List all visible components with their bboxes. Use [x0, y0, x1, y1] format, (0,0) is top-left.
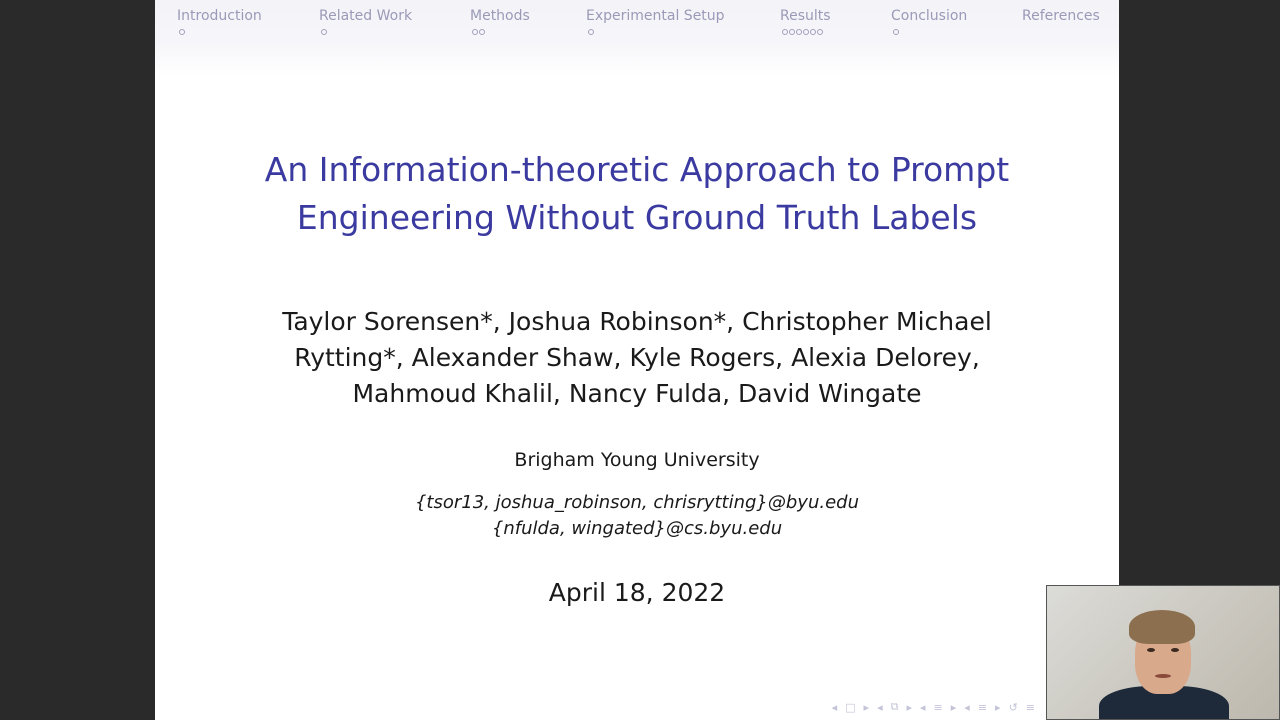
frame-icon[interactable]: ⧉ — [890, 700, 899, 713]
next-section-icon[interactable]: ▸ — [995, 700, 1001, 714]
nav-section-dots — [588, 29, 725, 35]
prev-section-icon[interactable]: ◂ — [964, 700, 970, 714]
slide-dot[interactable] — [179, 29, 185, 35]
nav-section-related-work[interactable] — [319, 8, 412, 35]
nav-section-label: Introduction — [177, 8, 262, 24]
section-icon[interactable]: ≡ — [977, 700, 988, 714]
presenter-eye — [1147, 648, 1155, 652]
prev-frame-icon[interactable]: ◂ — [877, 700, 883, 714]
nav-section-introduction[interactable] — [177, 8, 262, 35]
slide-dot[interactable] — [893, 29, 899, 35]
title-line: An Information-theoretic Approach to Prompt — [264, 150, 1010, 189]
presentation-date: April 18, 2022 — [548, 578, 726, 607]
nav-section-label: Conclusion — [891, 8, 968, 24]
next-slide-icon[interactable]: ▸ — [863, 700, 870, 714]
slide-dot[interactable] — [817, 29, 823, 35]
nav-section-dots — [179, 29, 262, 35]
nav-section-label: Experimental Setup — [586, 8, 725, 24]
nav-section-conclusion[interactable] — [891, 8, 967, 35]
nav-section-dots — [893, 29, 967, 35]
nav-section-methods[interactable] — [470, 8, 530, 35]
slide-dot[interactable] — [803, 29, 809, 35]
subsection-icon[interactable]: ≡ — [933, 700, 943, 714]
email-block — [315, 490, 959, 542]
search-icon[interactable]: ≡ — [1025, 700, 1035, 714]
slide — [155, 0, 1119, 720]
back-icon[interactable]: ↺ — [1008, 700, 1018, 714]
nav-section-dots — [472, 29, 530, 35]
beamer-navigation-controls — [832, 700, 1035, 714]
slide-icon[interactable]: □ — [845, 700, 856, 714]
nav-section-label: Methods — [470, 8, 530, 24]
nav-section-label: Results — [780, 8, 831, 24]
email-line: {nfulda, wingated}@cs.byu.edu — [491, 518, 783, 539]
slide-dot[interactable] — [472, 29, 478, 35]
nav-section-references[interactable] — [1022, 8, 1100, 24]
nav-section-experimental-setup[interactable] — [586, 8, 725, 35]
nav-section-label: Related Work — [319, 8, 413, 24]
presenter-eye — [1171, 648, 1179, 652]
slide-dot[interactable] — [321, 29, 327, 35]
section-navigation-bar — [155, 0, 1119, 76]
nav-section-label: References — [1022, 8, 1100, 24]
slide-dot[interactable] — [789, 29, 795, 35]
prev-subsection-icon[interactable]: ◂ — [920, 700, 926, 714]
slide-dot[interactable] — [810, 29, 816, 35]
title-line: Engineering Without Ground Truth Labels — [296, 198, 978, 237]
slide-dot[interactable] — [782, 29, 788, 35]
author-line: Mahmoud Khalil, Nancy Fulda, David Wingate — [352, 379, 922, 408]
nav-section-dots — [321, 29, 412, 35]
slide-title — [215, 146, 1059, 242]
prev-slide-icon[interactable]: ◂ — [831, 700, 838, 714]
author-list — [245, 304, 1029, 412]
slide-dot[interactable] — [479, 29, 485, 35]
email-line: {tsor13, joshua_robinson, chrisrytting}@byu.edu — [414, 492, 860, 513]
slide-dot[interactable] — [796, 29, 802, 35]
next-frame-icon[interactable]: ▸ — [906, 700, 912, 714]
nav-section-dots — [782, 29, 831, 35]
author-line: Rytting*, Alexander Shaw, Kyle Rogers, Alexia Delorey, — [294, 343, 980, 372]
presenter-hair — [1129, 610, 1195, 644]
webcam-video-feed — [1046, 585, 1280, 720]
nav-section-results[interactable] — [780, 8, 831, 35]
next-subsection-icon[interactable]: ▸ — [950, 700, 957, 714]
slide-dot[interactable] — [588, 29, 594, 35]
author-line: Taylor Sorensen*, Joshua Robinson*, Christopher Michael — [282, 307, 992, 336]
presenter-mouth — [1155, 674, 1171, 678]
affiliation: Brigham Young University — [514, 449, 760, 471]
